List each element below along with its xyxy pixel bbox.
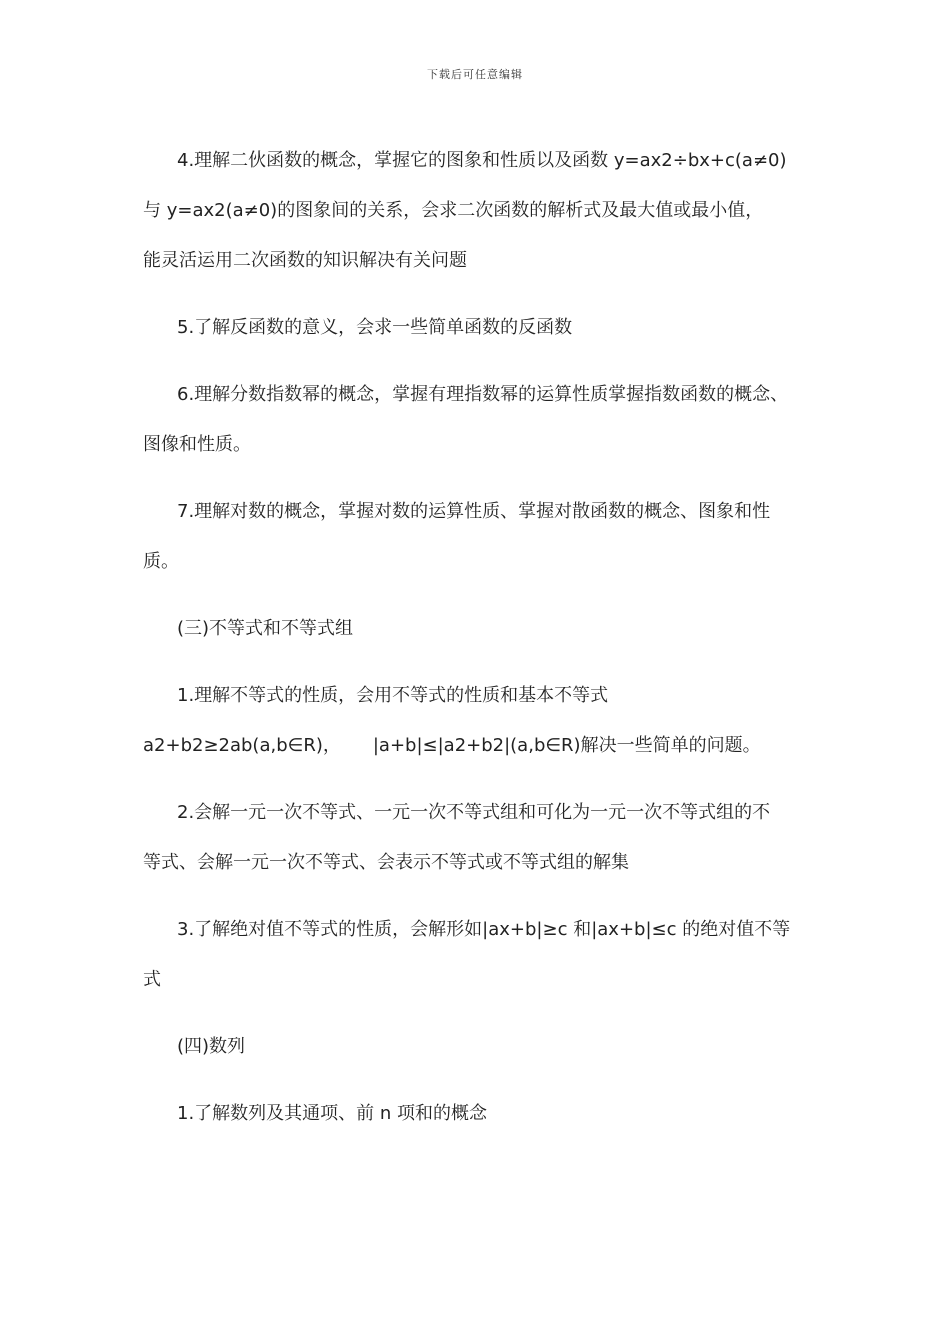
paragraph-line: 2.会解一元一次不等式、一元一次不等式组和可化为一元一次不等式组的不 xyxy=(177,802,771,823)
paragraph-quadratic-function xyxy=(143,136,823,286)
paragraph-inverse-function xyxy=(143,303,823,353)
paragraph-line: 等式、会解一元一次不等式、会表示不等式或不等式组的解集 xyxy=(143,852,629,873)
paragraph-exponent xyxy=(143,370,823,470)
paragraph-line: 7.理解对数的概念，掌握对数的运算性质、掌握对散函数的概念、图象和性 xyxy=(177,501,771,522)
paragraph-line: 质。 xyxy=(143,551,179,572)
paragraph-line: 5.了解反函数的意义，会求一些简单函数的反函数 xyxy=(177,317,573,338)
formula-right: |a+b|≤|a2+b2|(a,b∈R)解决一些简单的问题。 xyxy=(372,735,761,756)
formula-left: a2+b2≥2ab(a,b∈R)， xyxy=(143,735,341,756)
paragraph-absolute-value xyxy=(143,905,823,1005)
paragraph-line: 6.理解分数指数幂的概念，掌握有理指数幂的运算性质掌握指数函数的概念、 xyxy=(177,384,789,405)
section-heading: (四)数列 xyxy=(177,1036,246,1057)
paragraph-logarithm xyxy=(143,487,823,587)
paragraph-line: 3.了解绝对值不等式的性质，会解形如|ax+b|≥c 和|ax+b|≤c 的绝对值不等 xyxy=(177,919,791,940)
section-heading-inequalities xyxy=(143,604,823,654)
paragraph-inequality-properties xyxy=(143,671,823,771)
paragraph-line: 1.了解数列及其通项、前 n 项和的概念 xyxy=(177,1103,488,1124)
paragraph-sequences xyxy=(143,1089,823,1139)
paragraph-line: 4.理解二伙函数的概念，掌握它的图象和性质以及函数 y=ax2÷bx+c(a≠0) xyxy=(177,150,787,171)
section-heading-sequences xyxy=(143,1022,823,1072)
page-header: 下载后可任意编辑 xyxy=(427,68,523,81)
paragraph-line-formula xyxy=(143,721,823,771)
paragraph-line: 图像和性质。 xyxy=(143,434,251,455)
paragraph-line: 与 y=ax2(a≠0)的图象间的关系，会求二次函数的解析式及最大值或最小值， xyxy=(143,200,764,221)
document-body xyxy=(143,136,823,1156)
section-heading: (三)不等式和不等式组 xyxy=(177,618,354,639)
paragraph-line: 1.理解不等式的性质，会用不等式的性质和基本不等式 xyxy=(177,685,609,706)
paragraph-line: 式 xyxy=(143,969,161,990)
paragraph-line: 能灵活运用二次函数的知识解决有关问题 xyxy=(143,250,467,271)
paragraph-linear-inequalities xyxy=(143,788,823,888)
